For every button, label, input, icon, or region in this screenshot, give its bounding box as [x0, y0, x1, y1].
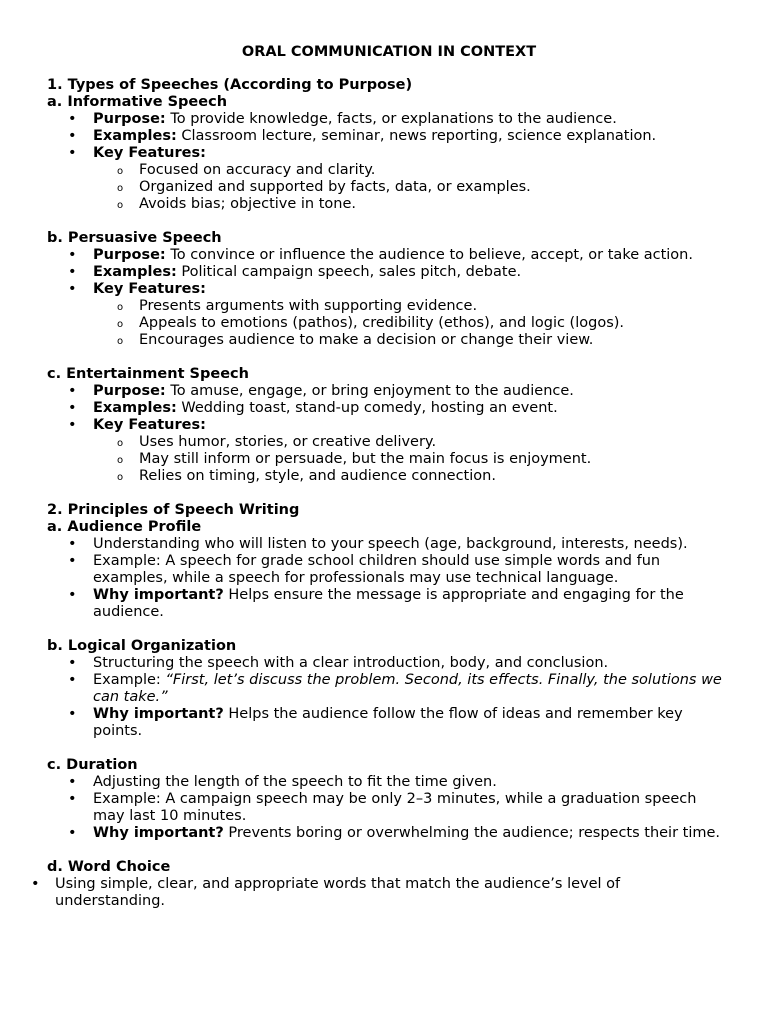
logical-organization-heading: b. Logical Organization: [47, 638, 237, 654]
purpose-label: Purpose:: [93, 111, 166, 127]
examples-label: Examples:: [93, 264, 177, 280]
bullet-icon: •: [68, 774, 77, 790]
circle-bullet-icon: o: [117, 200, 124, 211]
feature-text: Appeals to emotions (pathos), credibility (ethos), and logic (logos).: [139, 315, 625, 331]
features-label: Key Features:: [93, 281, 206, 297]
list-item: [47, 196, 728, 213]
list-item: [47, 672, 728, 706]
circle-bullet-icon: o: [117, 472, 124, 483]
bullet-icon: •: [68, 128, 77, 144]
bullet-icon: •: [68, 400, 77, 416]
duration-heading: c. Duration: [47, 757, 138, 773]
bullet-icon: •: [31, 876, 40, 892]
feature-text: May still inform or persuade, but the main focus is enjoyment.: [139, 451, 592, 467]
circle-bullet-icon: o: [117, 336, 124, 347]
purpose-label: Purpose:: [93, 383, 166, 399]
audience-profile-list: [47, 536, 728, 621]
item-text: Adjusting the length of the speech to fit the time given.: [93, 774, 497, 790]
item-text: Example: A campaign speech may be only 2–3 minutes, while a graduation speech may last 10 minutes.: [93, 791, 697, 824]
why-label: Why important?: [93, 706, 224, 722]
item-text: Example: A speech for grade school children should use simple words and fun examples, while a speech for professionals may use technical language.: [93, 553, 661, 586]
bullet-icon: •: [68, 655, 77, 671]
list-item: [47, 587, 728, 621]
purpose-text: To amuse, engage, or bring enjoyment to the audience.: [165, 383, 574, 399]
informative-speech-list: [47, 111, 728, 213]
duration-list: [47, 774, 728, 842]
bullet-icon: •: [68, 247, 77, 263]
audience-profile-heading: a. Audience Profile: [47, 519, 202, 535]
word-choice-list: [31, 876, 728, 910]
list-item: [47, 128, 728, 145]
feature-text: Focused on accuracy and clarity.: [139, 162, 376, 178]
item-text: Structuring the speech with a clear introduction, body, and conclusion.: [93, 655, 609, 671]
entertainment-speech-list: [47, 383, 728, 485]
examples-label: Examples:: [93, 400, 177, 416]
bullet-icon: •: [68, 264, 77, 280]
examples-text: Political campaign speech, sales pitch, debate.: [176, 264, 522, 280]
list-item: [47, 434, 728, 451]
spacer: [47, 621, 728, 638]
word-choice-heading: d. Word Choice: [47, 859, 171, 875]
list-item: [47, 332, 728, 349]
entertainment-speech-heading: c. Entertainment Speech: [47, 366, 249, 382]
list-item: [47, 315, 728, 332]
examples-text: Classroom lecture, seminar, news reporting, science explanation.: [176, 128, 657, 144]
document-title: ORAL COMMUNICATION IN CONTEXT: [241, 44, 537, 60]
circle-bullet-icon: o: [117, 455, 124, 466]
list-item: [47, 281, 728, 349]
logical-organization-list: [47, 655, 728, 740]
list-item: [47, 553, 728, 587]
list-item: [47, 774, 728, 791]
bullet-icon: •: [68, 417, 77, 433]
features-list: [93, 162, 728, 213]
feature-text: Relies on timing, style, and audience connection.: [139, 468, 496, 484]
list-item: [47, 451, 728, 468]
list-item: [47, 468, 728, 485]
spacer: [47, 485, 728, 502]
feature-text: Avoids bias; objective in tone.: [139, 196, 357, 212]
bullet-icon: •: [68, 791, 77, 807]
feature-text: Encourages audience to make a decision or change their view.: [139, 332, 594, 348]
persuasive-speech-heading: b. Persuasive Speech: [47, 230, 222, 246]
bullet-icon: •: [68, 672, 77, 688]
purpose-label: Purpose:: [93, 247, 166, 263]
feature-text: Organized and supported by facts, data, or examples.: [139, 179, 531, 195]
why-text: Helps ensure the message is appropriate and engaging for the audience.: [93, 587, 684, 620]
list-item: [47, 179, 728, 196]
spacer: [47, 213, 728, 230]
feature-text: Presents arguments with supporting evidence.: [139, 298, 478, 314]
features-list: [93, 434, 728, 485]
bullet-icon: •: [68, 281, 77, 297]
list-item: [47, 383, 728, 400]
list-item: [47, 536, 728, 553]
why-label: Why important?: [93, 825, 224, 841]
list-item: [47, 111, 728, 128]
examples-text: Wedding toast, stand-up comedy, hosting an event.: [176, 400, 558, 416]
list-item: [47, 145, 728, 213]
example-quote: “First, let’s discuss the problem. Second, its effects. Finally, the solutions we can take.”: [93, 672, 722, 705]
circle-bullet-icon: o: [117, 166, 124, 177]
list-item: [47, 655, 728, 672]
bullet-icon: •: [68, 111, 77, 127]
bullet-icon: •: [68, 706, 77, 722]
item-text: Understanding who will listen to your speech (age, background, interests, needs).: [93, 536, 688, 552]
bullet-icon: •: [68, 536, 77, 552]
list-item: [47, 247, 728, 264]
section-2-heading: 2. Principles of Speech Writing: [47, 502, 300, 518]
bullet-icon: •: [68, 553, 77, 569]
list-item: [0, 876, 728, 910]
item-text: Using simple, clear, and appropriate words that match the audience’s level of understanding.: [55, 876, 621, 909]
informative-speech-heading: a. Informative Speech: [47, 94, 228, 110]
list-item: [47, 162, 728, 179]
features-label: Key Features:: [93, 417, 206, 433]
feature-text: Uses humor, stories, or creative delivery.: [139, 434, 437, 450]
list-item: [47, 706, 728, 740]
why-label: Why important?: [93, 587, 224, 603]
bullet-icon: •: [68, 587, 77, 603]
bullet-icon: •: [68, 825, 77, 841]
list-item: [47, 400, 728, 417]
circle-bullet-icon: o: [117, 183, 124, 194]
spacer: [47, 842, 728, 859]
list-item: [47, 417, 728, 485]
features-label: Key Features:: [93, 145, 206, 161]
examples-label: Examples:: [93, 128, 177, 144]
bullet-icon: •: [68, 145, 77, 161]
section-1-heading: 1. Types of Speeches (According to Purpose): [47, 77, 413, 93]
spacer: [47, 740, 728, 757]
purpose-text: To provide knowledge, facts, or explanations to the audience.: [165, 111, 617, 127]
persuasive-speech-list: [47, 247, 728, 349]
circle-bullet-icon: o: [117, 319, 124, 330]
list-item: [47, 264, 728, 281]
spacer: [47, 349, 728, 366]
why-text: Prevents boring or overwhelming the audience; respects their time.: [223, 825, 721, 841]
list-item: [47, 825, 728, 842]
bullet-icon: •: [68, 383, 77, 399]
circle-bullet-icon: o: [117, 438, 124, 449]
circle-bullet-icon: o: [117, 302, 124, 313]
features-list: [93, 298, 728, 349]
why-text: Helps the audience follow the flow of ideas and remember key points.: [93, 706, 683, 739]
list-item: [47, 791, 728, 825]
purpose-text: To convince or influence the audience to believe, accept, or take action.: [165, 247, 693, 263]
example-label: Example:: [93, 672, 166, 688]
list-item: [47, 298, 728, 315]
